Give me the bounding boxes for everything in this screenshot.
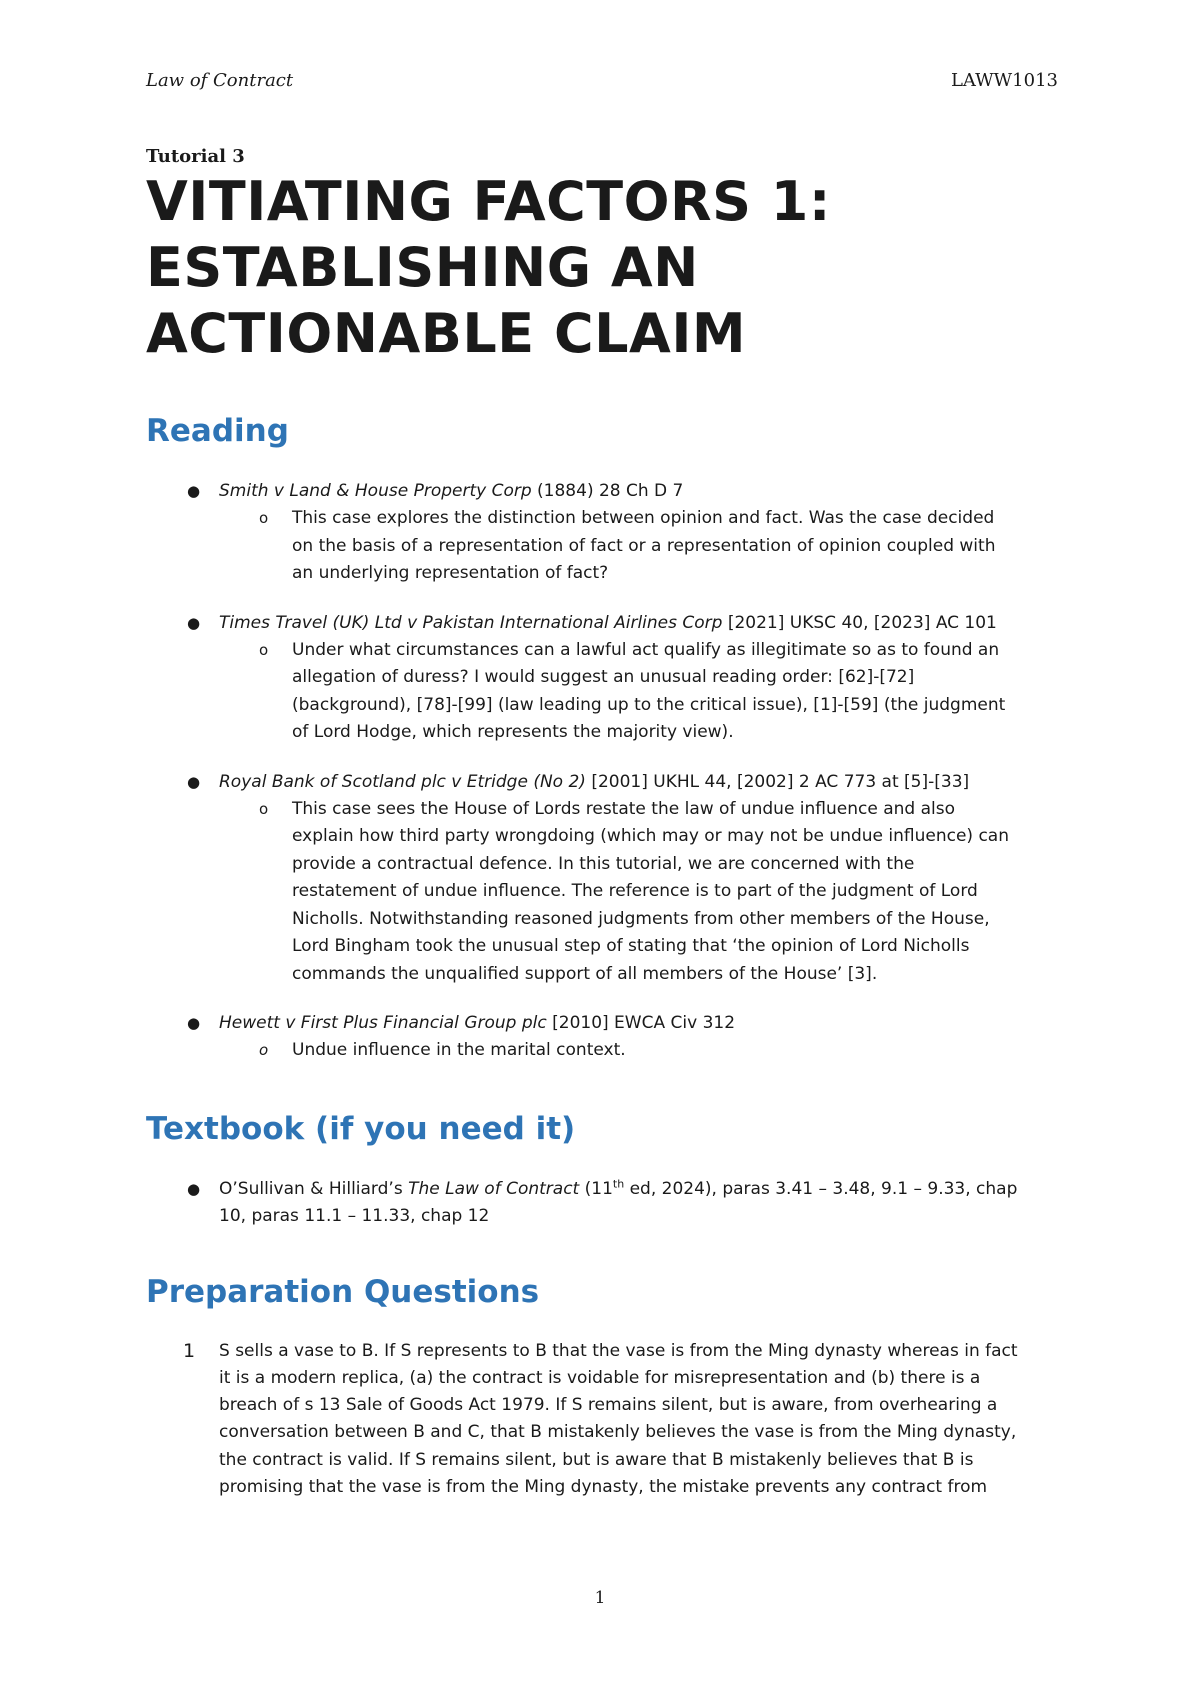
case-item bbox=[146, 769, 1056, 989]
question-line: it is a modern replica, (a) the contract is voidable for misrepresentation and (b) there is a bbox=[219, 1367, 981, 1388]
note-text: This case sees the House of Lords restate the law of undue influence and also bbox=[292, 798, 956, 819]
question-line: the contract is valid. If S remains silent, but is aware that B mistakenly believes that B is bbox=[219, 1449, 974, 1470]
case-note-line bbox=[146, 1037, 1056, 1065]
case-note-line: Nicholls. Notwithstanding reasoned judgments from other members of the House, bbox=[292, 908, 990, 929]
textbook-paras: ed, 2024), paras 3.41 – 3.48, 9.1 – 9.33, chap bbox=[624, 1178, 1018, 1199]
case-citation: (1884) 28 Ch D 7 bbox=[531, 481, 684, 501]
header-course-name: Law of Contract bbox=[146, 70, 294, 91]
title-line: VITIATING FACTORS 1: bbox=[146, 170, 831, 233]
circle-o-icon: o bbox=[259, 509, 269, 527]
case-note-line: on the basis of a representation of fact or a representation of opinion coupled with bbox=[292, 535, 996, 556]
bullet-dot-icon: ● bbox=[187, 1014, 201, 1032]
page-title bbox=[146, 169, 1056, 367]
tutorial-number: Tutorial 3 bbox=[146, 146, 245, 167]
header-course-code: LAWW1013 bbox=[950, 70, 1058, 91]
note-text: This case explores the distinction between opinion and fact. Was the case decided bbox=[292, 508, 995, 528]
textbook-item bbox=[146, 1176, 1056, 1230]
preparation-heading: Preparation Questions bbox=[146, 1273, 540, 1310]
page-number: 1 bbox=[594, 1588, 606, 1608]
case-name: Times Travel (UK) Ltd v Pakistan International Airlines Corp bbox=[219, 612, 723, 633]
case-item bbox=[146, 1010, 1056, 1065]
note-text: Undue influence in the marital context. bbox=[292, 1040, 626, 1060]
case-note-line: of Lord Hodge, which represents the majority view). bbox=[292, 722, 734, 742]
case-name: Royal Bank of Scotland plc v Etridge (No 2) bbox=[219, 771, 586, 792]
case-note-line: (background), [78]-[99] (law leading up to the critical issue), [1]-[59] (the judgment bbox=[292, 694, 1006, 715]
title-line: ACTIONABLE CLAIM bbox=[146, 302, 747, 365]
edition-superscript: th bbox=[612, 1176, 625, 1190]
case-note-line bbox=[146, 796, 1056, 824]
case-name: Smith v Land & House Property Corp bbox=[219, 481, 532, 501]
case-item bbox=[146, 478, 1056, 588]
case-citation: [2001] UKHL 44, [2002] 2 AC 773 at [5]-[33] bbox=[585, 771, 970, 792]
case-note-line: explain how third party wrongdoing (which may or may not be undue influence) can bbox=[292, 826, 1009, 846]
textbook-line: 10, paras 11.1 – 11.33, chap 12 bbox=[219, 1205, 490, 1226]
case-note-line: commands the unqualified support of all members of the House’ [3]. bbox=[292, 963, 878, 984]
question-1 bbox=[146, 1338, 1056, 1502]
question-number: 1 bbox=[183, 1339, 196, 1362]
case-note-line: Lord Bingham took the unusual step of stating that ‘the opinion of Lord Nicholls bbox=[292, 936, 970, 956]
case-note-line: restatement of undue influence. The reference is to part of the judgment of Lord bbox=[292, 881, 978, 901]
note-text: Under what circumstances can a lawful act qualify as illegitimate so as to found an bbox=[292, 639, 1000, 660]
reading-heading: Reading bbox=[146, 413, 289, 449]
title-line: ESTABLISHING AN bbox=[146, 236, 699, 299]
circle-o-icon: o bbox=[259, 799, 269, 818]
case-note-line: provide a contractual defence. In this tutorial, we are concerned with the bbox=[292, 853, 915, 874]
case-note-line bbox=[146, 637, 1056, 665]
textbook-edition: (11 bbox=[579, 1178, 613, 1199]
case-citation-line bbox=[146, 1010, 1056, 1037]
case-citation-line bbox=[146, 769, 1056, 796]
case-note-line: an underlying representation of fact? bbox=[292, 563, 609, 583]
case-citation-line bbox=[146, 478, 1056, 505]
bullet-dot-icon: ● bbox=[187, 613, 201, 632]
case-name: Hewett v First Plus Financial Group plc bbox=[219, 1013, 547, 1033]
case-citation: [2010] EWCA Civ 312 bbox=[546, 1013, 736, 1033]
question-line: promising that the vase is from the Ming dynasty, the mistake prevents any contract from bbox=[219, 1476, 988, 1497]
case-citation: [2021] UKSC 40, [2023] AC 101 bbox=[722, 612, 997, 633]
textbook-heading: Textbook (if you need it) bbox=[146, 1110, 576, 1147]
question-line: breach of s 13 Sale of Goods Act 1979. If S remains silent, but is aware, from overhearing a bbox=[219, 1395, 998, 1416]
circle-o-icon: o bbox=[259, 1041, 269, 1059]
question-line bbox=[146, 1338, 1056, 1365]
textbook-authors: O’Sullivan & Hilliard’s bbox=[219, 1178, 409, 1199]
case-note-line: allegation of duress? I would suggest an unusual reading order: [62]-[72] bbox=[292, 667, 915, 687]
case-citation-line bbox=[146, 610, 1056, 637]
page-content bbox=[146, 146, 1056, 1501]
question-line: conversation between B and C, that B mistakenly believes the vase is from the Ming dynasty, bbox=[219, 1422, 1017, 1443]
question-text: S sells a vase to B. If S represents to B that the vase is from the Ming dynasty whereas in fact bbox=[219, 1340, 1018, 1361]
case-item bbox=[146, 610, 1056, 747]
textbook-line bbox=[146, 1176, 1056, 1203]
case-note-line bbox=[146, 505, 1056, 533]
reading-list bbox=[146, 478, 1056, 1065]
bullet-dot-icon: ● bbox=[187, 482, 201, 500]
bullet-dot-icon: ● bbox=[187, 1179, 201, 1198]
circle-o-icon: o bbox=[259, 640, 269, 659]
textbook-title: The Law of Contract bbox=[408, 1178, 580, 1199]
bullet-dot-icon: ● bbox=[187, 772, 201, 791]
